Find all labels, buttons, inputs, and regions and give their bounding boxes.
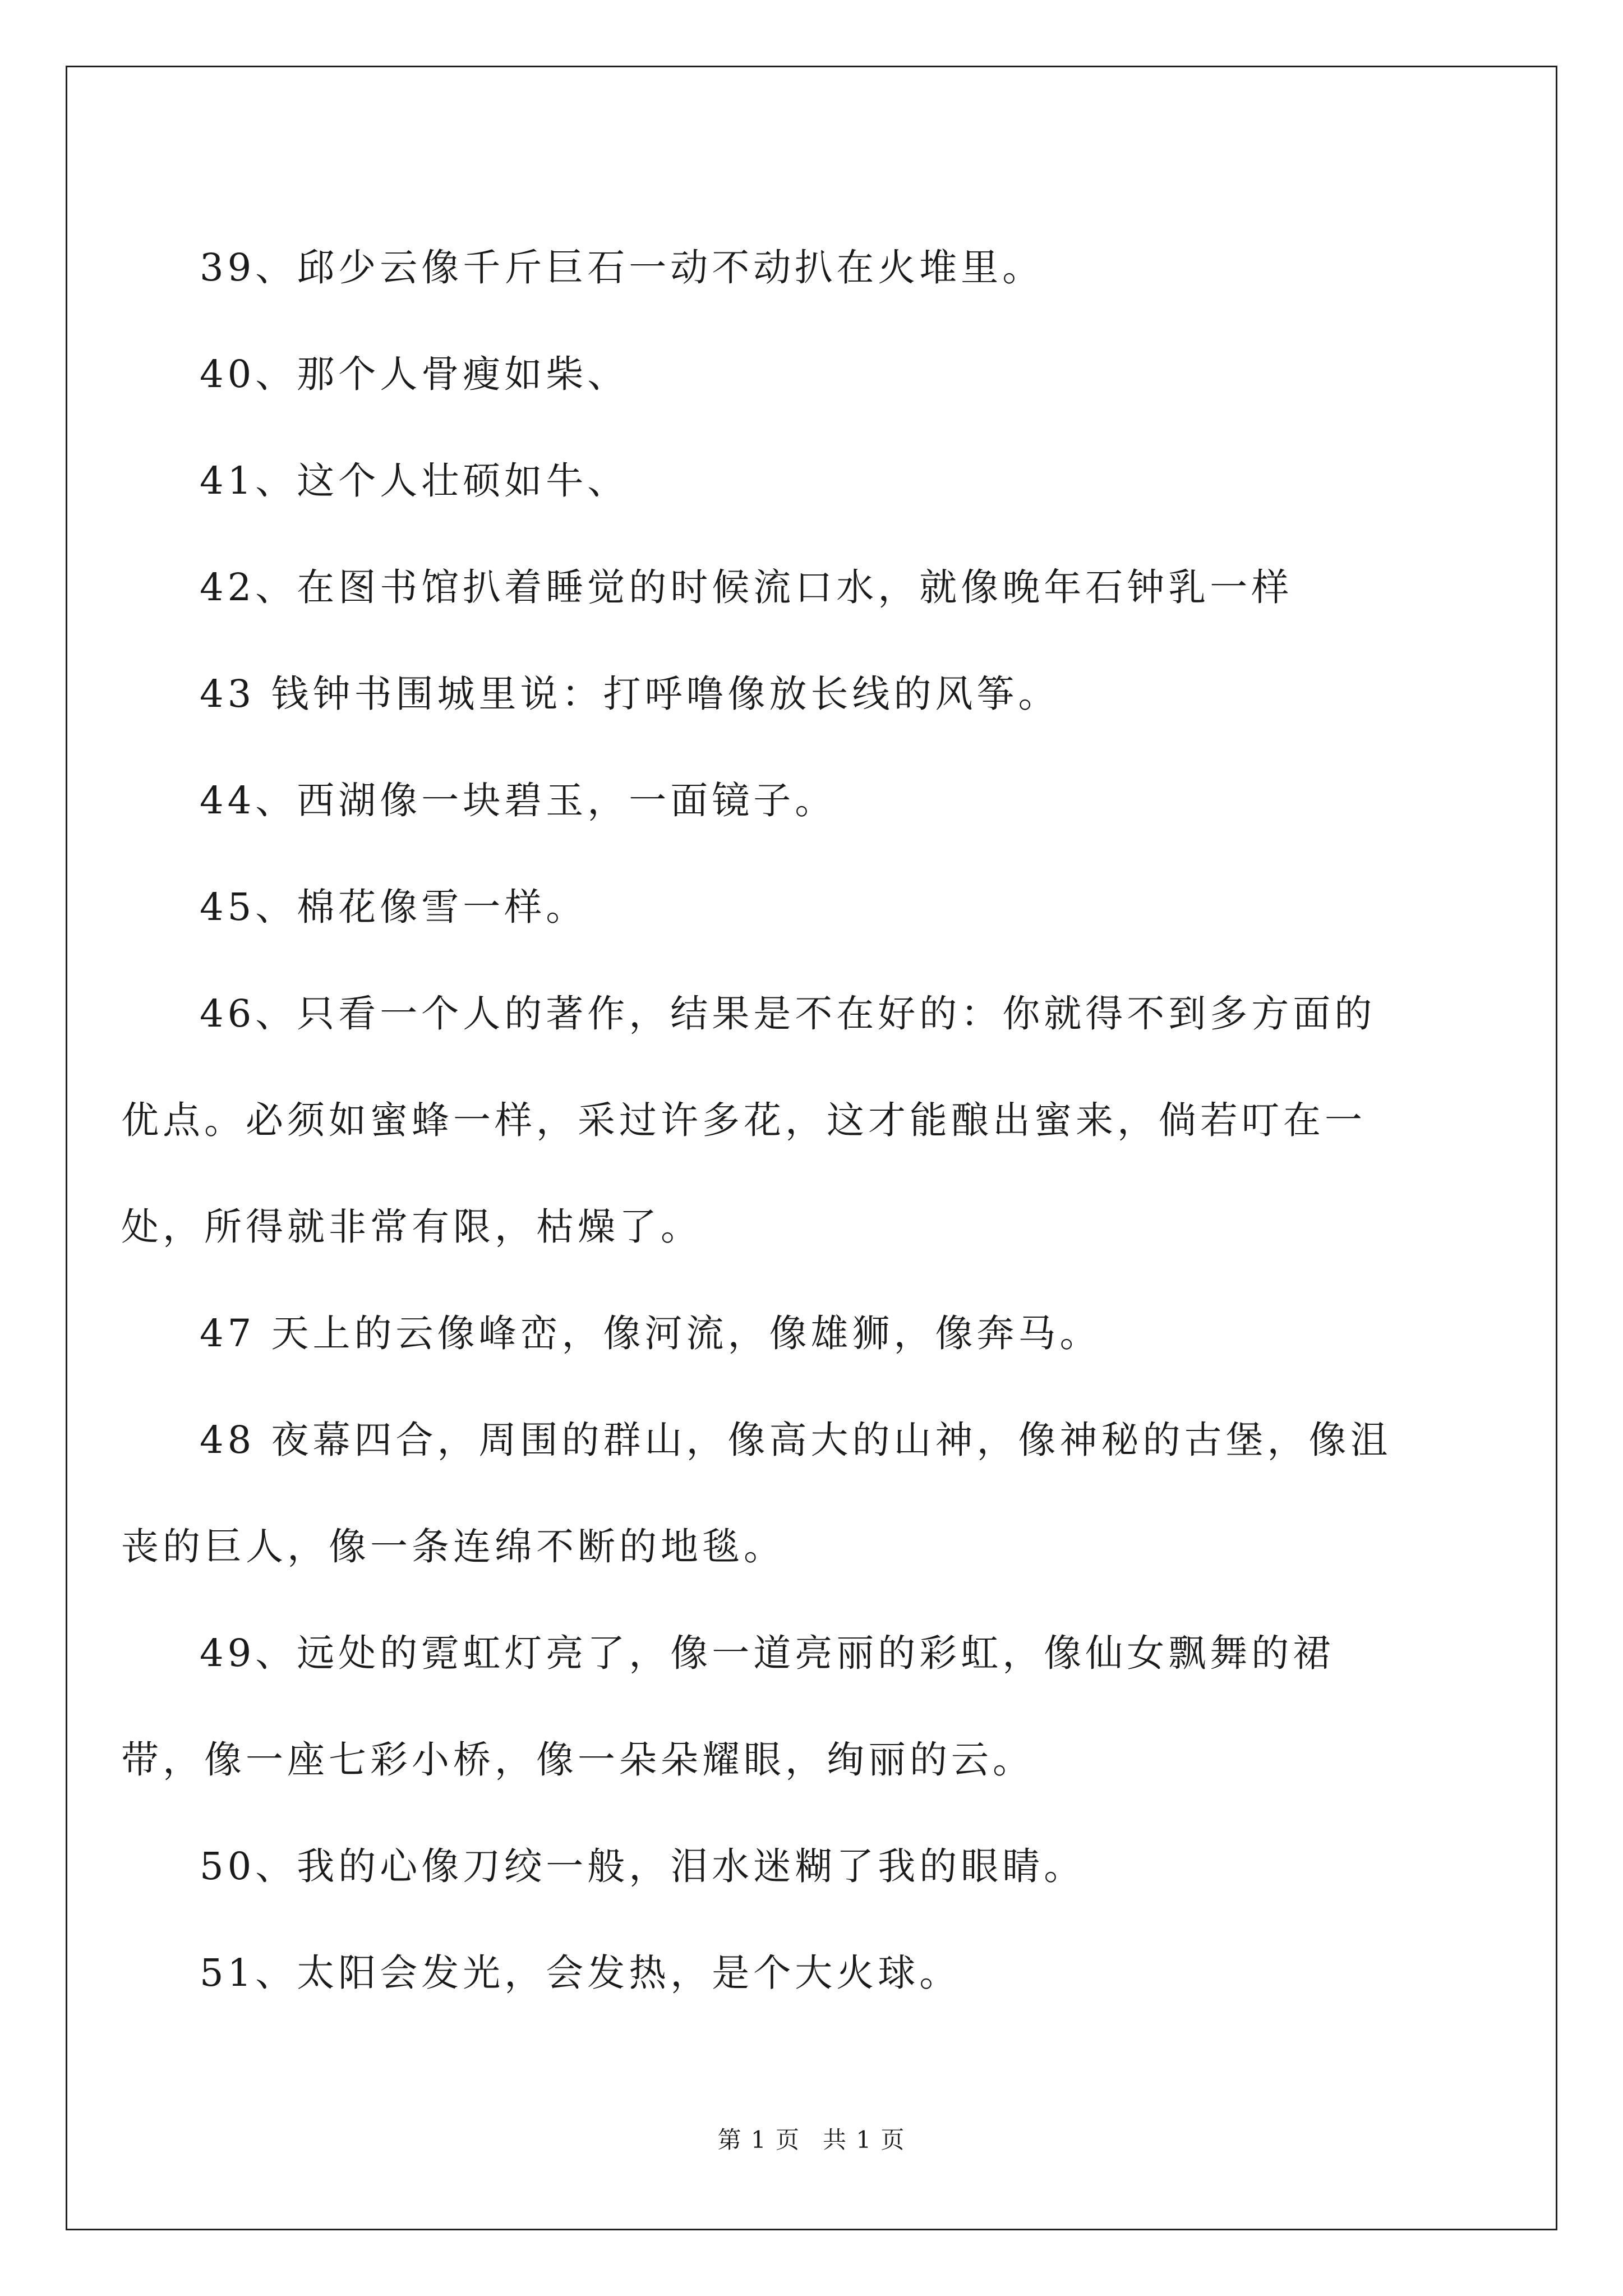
paragraph-42: 42、在图书馆扒着睡觉的时候流口水，就像晚年石钟乳一样 (200, 565, 1293, 609)
page-number: 第 1 页 (717, 2126, 800, 2154)
paragraph-46: 46、只看一个人的著作，结果是不在好的：你就得不到多方面的优点。必须如蜜蜂一样，采过许多花，这才能酿出蜜来，倘若叮在一处，所得就非常有限，枯燥了。 (121, 992, 1376, 1249)
paragraph-48: 48 夜幕四合，周围的群山，像高大的山神，像神秘的古堡，像沮丧的巨人，像一条连绵不断的地毯。 (121, 1418, 1392, 1568)
page-total: 共 1 页 (823, 2126, 906, 2154)
paragraph-41: 41、这个人壮硕如牛、 (200, 459, 629, 503)
paragraph-51: 51、太阳会发光，会发热，是个大火球。 (200, 1951, 961, 1995)
paragraph-50: 50、我的心像刀绞一般，泪水迷糊了我的眼睛。 (200, 1844, 1086, 1888)
paragraph-43: 43 钱钟书围城里说：打呼噜像放长线的风筝。 (200, 672, 1060, 716)
paragraph-45: 45、棉花像雪一样。 (200, 885, 588, 929)
paragraph-39: 39、邱少云像千斤巨石一动不动扒在火堆里。 (200, 246, 1044, 289)
paragraph-40: 40、那个人骨瘦如柴、 (200, 352, 629, 396)
paragraph-44: 44、西湖像一块碧玉，一面镜子。 (200, 779, 837, 822)
paragraph-47: 47 天上的云像峰峦，像河流，像雄狮，像奔马。 (200, 1312, 1101, 1355)
document-body (121, 214, 1392, 2026)
page-footer (0, 2122, 1623, 2155)
paragraph-49: 49、远处的霓虹灯亮了，像一道亮丽的彩虹，像仙女飘舞的裙带，像一座七彩小桥，像一朵朵耀眼，绚丽的云。 (121, 1631, 1335, 1782)
